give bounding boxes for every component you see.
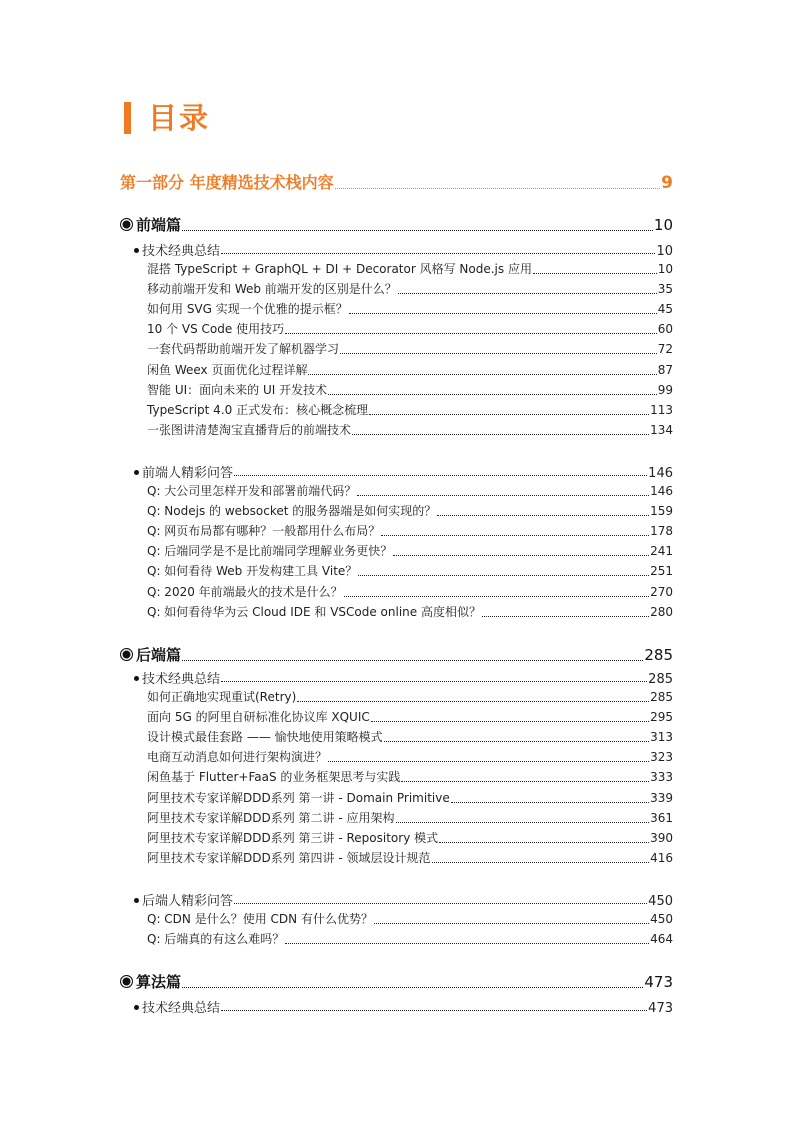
toc-entry-page: 270: [650, 584, 673, 599]
leader-dots: [340, 353, 657, 354]
leader-dots: [285, 333, 657, 334]
toc-entry-label: 如何用 SVG 实现一个优雅的提示框？: [147, 302, 348, 317]
toc-entry-page: 35: [657, 282, 673, 297]
toc-entry[interactable]: [147, 522, 673, 541]
toc-entry-page: 323: [650, 750, 673, 765]
leader-dots: [482, 616, 649, 617]
toc-entry[interactable]: [147, 849, 673, 868]
leader-dots: [344, 596, 649, 597]
leader-dots: [437, 515, 649, 516]
toc-entry-page: 251: [650, 564, 673, 579]
leader-dots: [432, 862, 650, 863]
sub-label: 技术经典总结: [142, 244, 221, 259]
bullet-icon: [134, 898, 139, 903]
section-bullet-icon: [120, 218, 133, 231]
section-label: 后端篇: [136, 646, 182, 664]
leader-dots: [328, 761, 649, 762]
toc-entry-page: 159: [650, 504, 673, 519]
toc-entry-page: 313: [650, 730, 673, 745]
sub-page: 473: [648, 1001, 673, 1016]
toc-entry[interactable]: [147, 280, 673, 299]
toc-entry-label: 闲鱼 Weex 页面优化过程详解: [147, 362, 308, 377]
toc-entry-label: 闲鱼基于 Flutter+FaaS 的业务框架思考与实践: [147, 770, 401, 785]
toc-entry[interactable]: [147, 482, 673, 501]
toc-entry-label: 设计模式最佳套路 —— 愉快地使用策略模式: [147, 730, 383, 745]
toc-entry-page: 280: [650, 604, 673, 619]
leader-dots: [357, 495, 649, 496]
bullet-icon: [134, 676, 139, 681]
toc-entry-label: 阿里技术专家详解DDD系列 第二讲 - 应用架构: [147, 810, 395, 825]
toc-entry-label: 移动前端开发和 Web 前端开发的区别是什么？: [147, 282, 397, 297]
toc-sub-frontend-classic[interactable]: [134, 240, 673, 259]
toc-part-page: 9: [661, 173, 673, 193]
toc-entry-page: 339: [650, 790, 673, 805]
toc-entry-label: TypeScript 4.0 正式发布：核心概念梳理: [147, 402, 369, 417]
bullet-icon: [134, 470, 139, 475]
leader-dots: [533, 273, 657, 274]
toc-entry[interactable]: [147, 910, 673, 929]
toc-entry-label: 10 个 VS Code 使用技巧: [147, 322, 285, 337]
toc-entry[interactable]: [147, 789, 673, 808]
toc-part-label: 第一部分 年度精选技术栈内容: [120, 173, 334, 192]
leader-dots: [349, 313, 657, 314]
toc-sub-backend-qa[interactable]: [134, 890, 673, 909]
toc-entry-label: 面向 5G 的阿里自研标准化协议库 XQUIC: [147, 710, 370, 725]
sub-page: 146: [648, 466, 673, 481]
section-label: 前端篇: [136, 216, 182, 234]
sub-label: 前端人精彩问答: [142, 466, 234, 481]
title-accent-bar: [124, 102, 131, 134]
sub-page: 285: [648, 672, 673, 687]
leader-dots: [308, 374, 656, 375]
toc-sub-frontend-qa[interactable]: [134, 462, 673, 481]
toc-entry-label: 一套代码帮助前端开发了解机器学习: [147, 342, 340, 357]
toc-section-frontend[interactable]: [120, 214, 673, 236]
leader-dots: [221, 1010, 647, 1011]
toc-entry-label: Q: 2020 年前端最火的技术是什么？: [147, 584, 343, 599]
toc-entry[interactable]: [147, 260, 673, 279]
toc-section-backend[interactable]: [120, 644, 673, 666]
toc-entry[interactable]: [147, 542, 673, 561]
leader-dots: [371, 721, 649, 722]
toc-sub-algorithm-classic[interactable]: [134, 997, 673, 1016]
leader-dots: [234, 475, 647, 476]
section-page: 473: [644, 973, 673, 991]
toc-entry[interactable]: [147, 502, 673, 521]
toc-entry-label: Q: 后端真的有这么难吗？: [147, 932, 285, 947]
leader-dots: [328, 394, 657, 395]
toc-entry-label: Q: 大公司里怎样开发和部署前端代码？: [147, 484, 357, 498]
toc-entry-page: 450: [650, 912, 673, 926]
toc-entry[interactable]: [147, 320, 673, 339]
toc-entry[interactable]: [147, 930, 673, 949]
toc-entry[interactable]: [147, 340, 673, 359]
toc-entry-page: 178: [650, 524, 673, 539]
bullet-icon: [134, 248, 139, 253]
toc-entry-label: Q: Nodejs 的 websocket 的服务器端是如何实现的？: [147, 504, 437, 519]
leader-dots: [381, 535, 649, 536]
sub-label: 技术经典总结: [142, 672, 221, 687]
toc-entry-page: 241: [650, 544, 673, 559]
toc-entry-label: 阿里技术专家详解DDD系列 第三讲 - Repository 模式: [147, 830, 439, 845]
toc-entry-page: 134: [650, 422, 673, 437]
leader-dots: [335, 188, 661, 189]
leader-dots: [182, 660, 643, 661]
leader-dots: [401, 781, 649, 782]
toc-entry[interactable]: [147, 562, 673, 581]
sub-label: 技术经典总结: [142, 1001, 221, 1016]
toc-entry-label: 一张图讲清楚淘宝直播背后的前端技术: [147, 422, 352, 437]
toc-part-1[interactable]: [120, 170, 673, 194]
section-page: 285: [644, 646, 673, 664]
toc-entry[interactable]: [147, 361, 673, 380]
toc-entry-label: 阿里技术专家详解DDD系列 第一讲 - Domain Primitive: [147, 790, 450, 805]
sub-page: 450: [648, 894, 673, 909]
toc-entry[interactable]: [147, 583, 673, 602]
leader-dots: [221, 253, 655, 254]
toc-entry[interactable]: [147, 708, 673, 727]
leader-dots: [285, 943, 649, 944]
leader-dots: [451, 802, 649, 803]
toc-entry-page: 87: [657, 362, 673, 377]
leader-dots: [439, 842, 649, 843]
section-label: 算法篇: [136, 973, 182, 991]
toc-entry-page: 361: [650, 810, 673, 825]
toc-entry[interactable]: [147, 748, 673, 767]
toc-entry[interactable]: [147, 688, 673, 707]
leader-dots: [352, 434, 649, 435]
toc-entry[interactable]: [147, 421, 673, 440]
toc-entry[interactable]: [147, 768, 673, 787]
toc-entry-label: 电商互动消息如何进行架构演进？: [147, 750, 328, 765]
leader-dots: [221, 681, 647, 682]
toc-entry[interactable]: [147, 728, 673, 747]
toc-entry-label: 如何正确地实现重试(Retry): [147, 690, 297, 704]
leader-dots: [396, 822, 650, 823]
toc-entry[interactable]: [147, 381, 673, 400]
toc-section-algorithm[interactable]: [120, 971, 673, 993]
bullet-icon: [134, 1005, 139, 1010]
leader-dots: [398, 293, 657, 294]
toc-entry-page: 10: [657, 262, 673, 276]
toc-entry-page: 390: [650, 830, 673, 845]
toc-entry[interactable]: [147, 603, 673, 622]
leader-dots: [369, 414, 649, 415]
page-title: 目录: [148, 101, 211, 135]
toc-entry-page: 113: [650, 402, 673, 417]
toc-entry[interactable]: [147, 401, 673, 420]
sub-label: 后端人精彩问答: [142, 894, 234, 909]
toc-entry-label: Q: 后端同学是不是比前端同学理解业务更快？: [147, 544, 393, 559]
toc-entry-label: Q: 网页布局都有哪种？一般都用什么布局？: [147, 524, 381, 539]
leader-dots: [393, 555, 649, 556]
toc-entry[interactable]: [147, 300, 673, 319]
toc-entry-page: 99: [657, 382, 673, 397]
toc-entry-label: 混搭 TypeScript + GraphQL + DI + Decorator 风格写 Node.js 应用: [147, 262, 532, 276]
toc-entry-page: 72: [657, 342, 673, 357]
toc-entry-label: 智能 UI：面向未来的 UI 开发技术: [147, 382, 328, 397]
toc-entry-page: 60: [657, 322, 673, 337]
leader-dots: [374, 923, 649, 924]
toc-entry-page: 45: [657, 302, 673, 317]
leader-dots: [234, 903, 647, 904]
leader-dots: [182, 987, 643, 988]
toc-entry-page: 333: [650, 770, 673, 785]
toc-entry-label: Q: 如何看待华为云 Cloud IDE 和 VSCode online 高度相似？: [147, 604, 481, 619]
toc-entry-label: Q: CDN 是什么？使用 CDN 有什么优势？: [147, 912, 373, 926]
section-bullet-icon: [120, 975, 133, 988]
leader-dots: [297, 701, 649, 702]
leader-dots: [182, 230, 653, 231]
section-page: 10: [653, 216, 673, 234]
toc-entry[interactable]: [147, 809, 673, 828]
toc-entry[interactable]: [147, 829, 673, 848]
toc-entry-page: 416: [650, 850, 673, 865]
toc-entry-page: 146: [650, 484, 673, 498]
toc-entry-page: 285: [650, 690, 673, 704]
toc-entry-page: 464: [650, 932, 673, 947]
leader-dots: [358, 575, 649, 576]
leader-dots: [384, 741, 649, 742]
toc-sub-backend-classic[interactable]: [134, 668, 673, 687]
section-bullet-icon: [120, 648, 133, 661]
toc-entry-page: 295: [650, 710, 673, 725]
toc-entry-label: 阿里技术专家详解DDD系列 第四讲 - 领域层设计规范: [147, 850, 431, 865]
toc-entry-label: Q: 如何看待 Web 开发构建工具 Vite？: [147, 564, 358, 579]
sub-page: 10: [656, 244, 673, 259]
